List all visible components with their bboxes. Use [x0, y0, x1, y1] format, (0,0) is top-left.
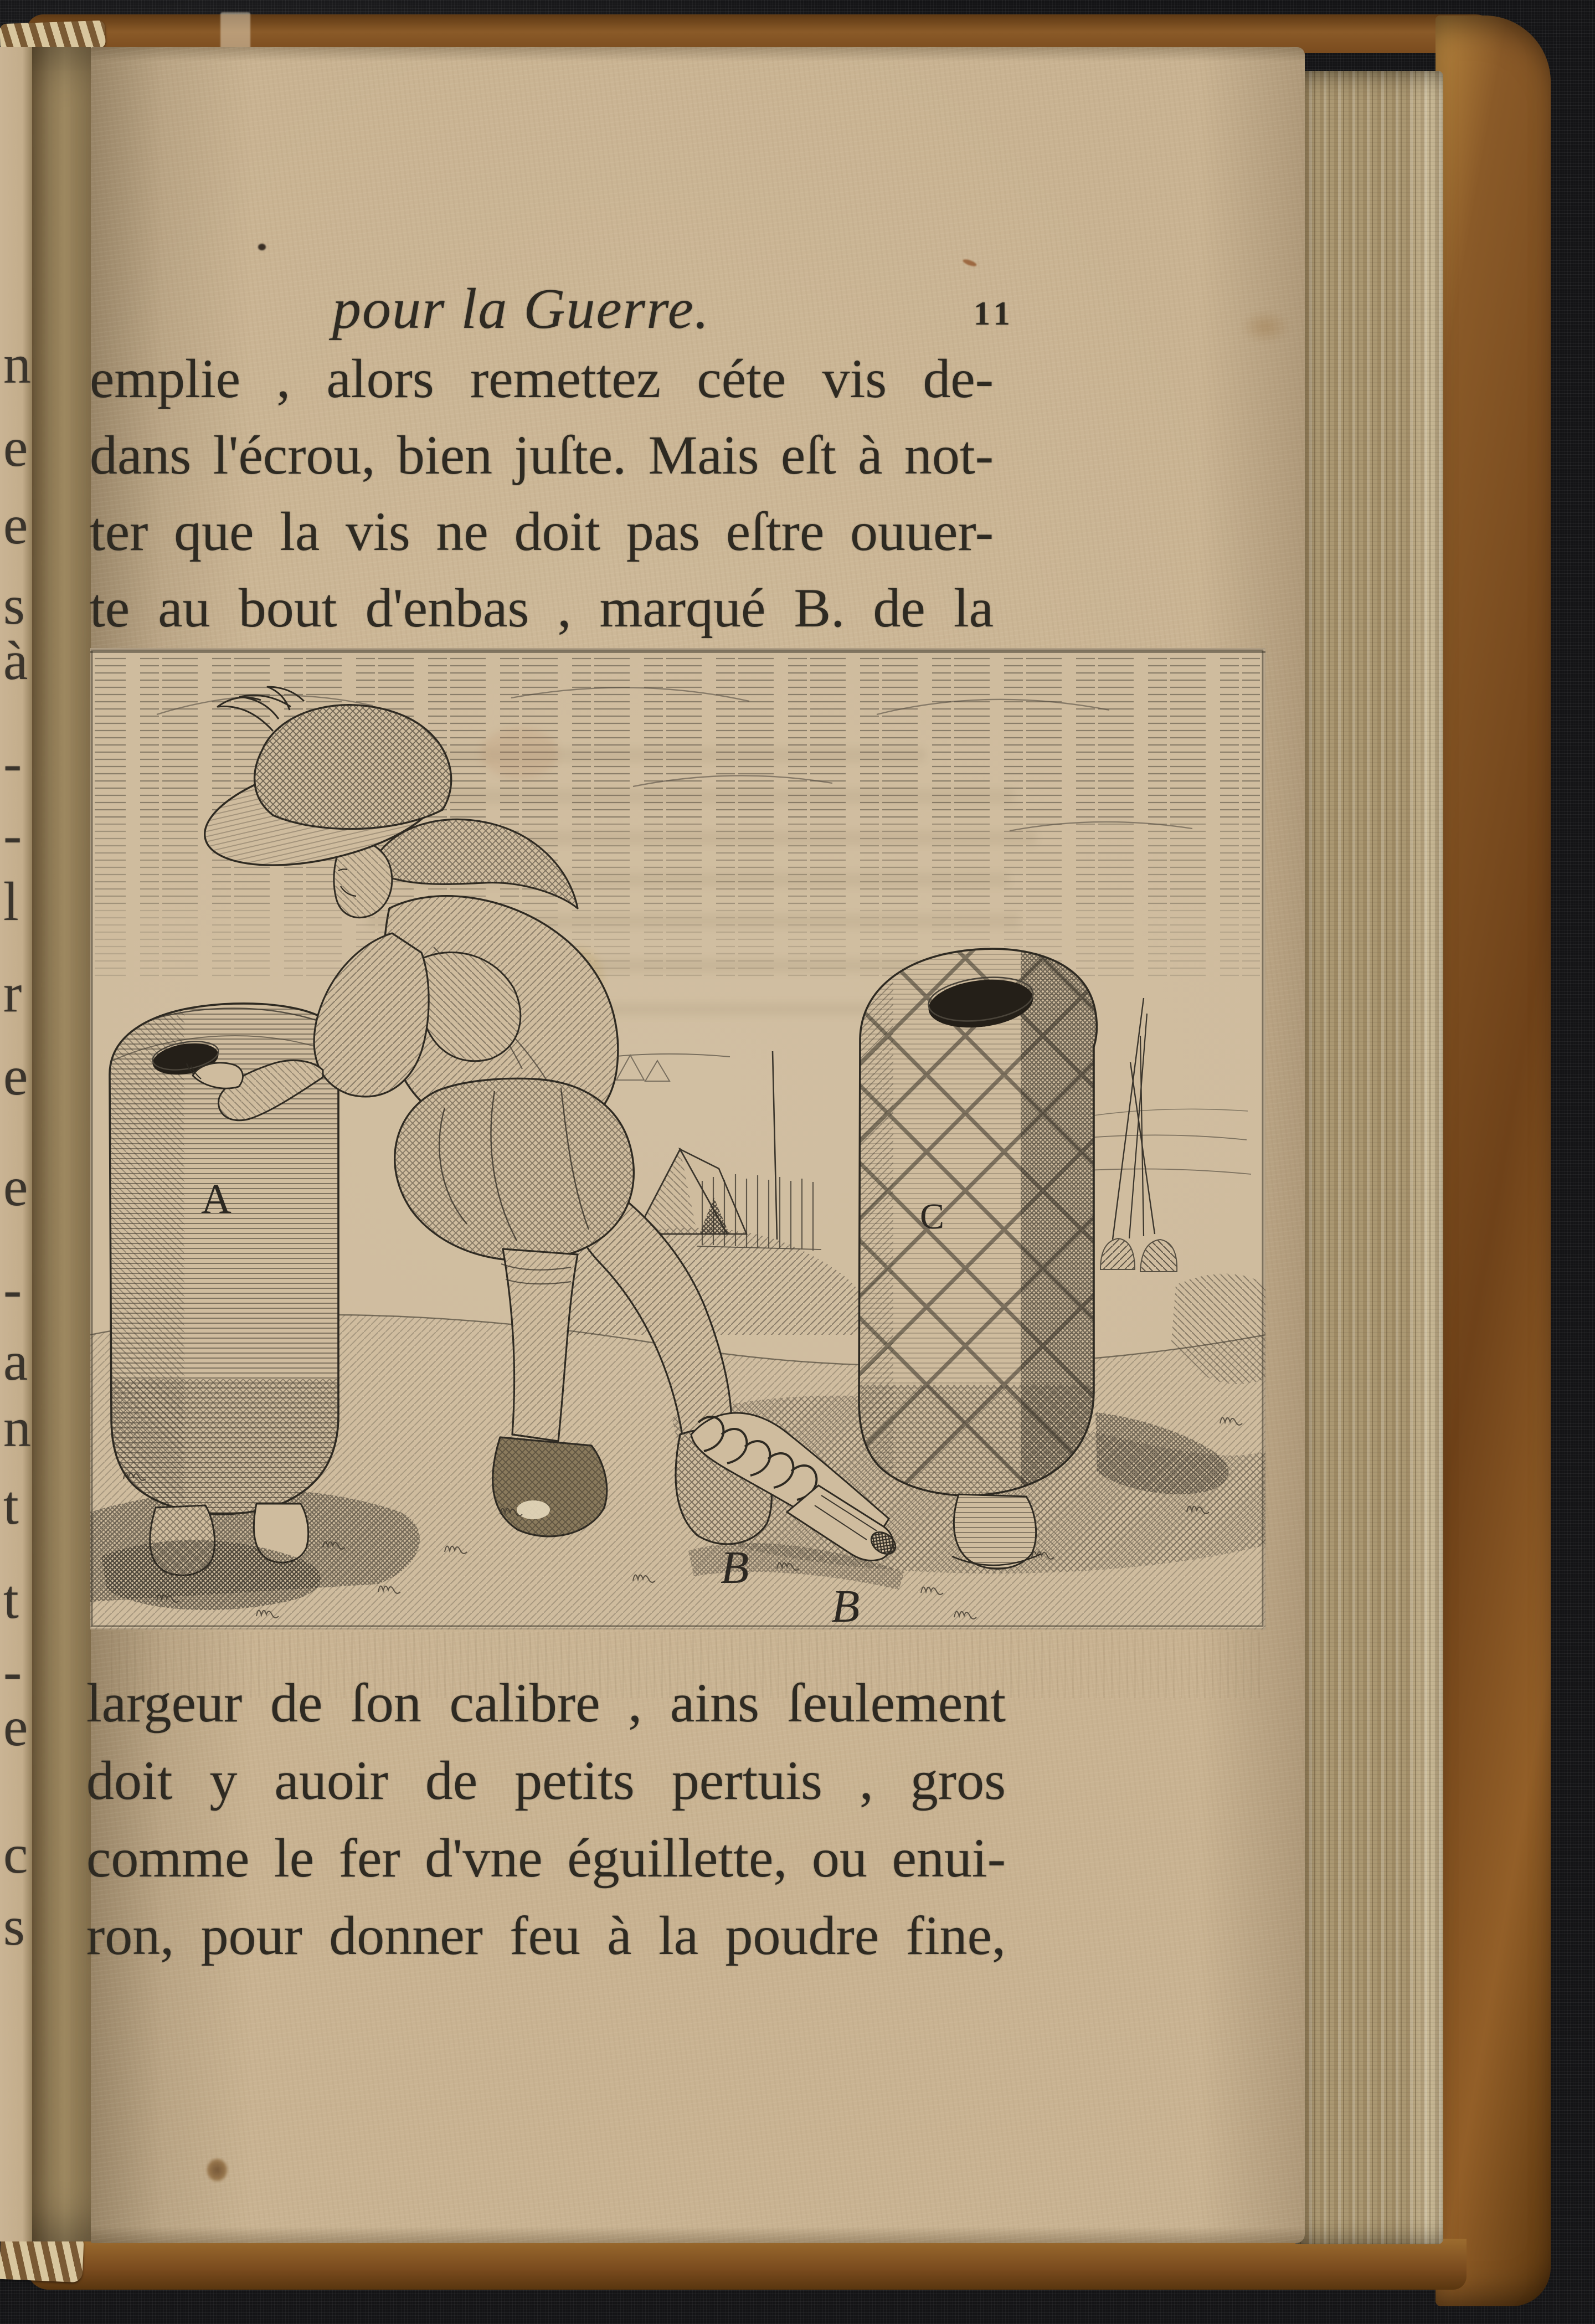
facing-page-letter: - [3, 804, 22, 866]
facing-page-letter: e [3, 1696, 28, 1757]
leather-cover-bottom-edge [27, 2239, 1467, 2290]
pale-stain [1241, 310, 1290, 343]
leather-cover-right-board [1436, 16, 1551, 2306]
label-c: C [920, 1196, 945, 1237]
paragraph-line: ron, pour donner feu à la poudre fine, [86, 1905, 1006, 1966]
label-b-left: B [721, 1542, 749, 1593]
label-a: A [201, 1176, 231, 1222]
foxing-spot [481, 728, 558, 779]
paragraph-line: ter que la vis ne doit pas eſtre ouuer- [90, 501, 994, 562]
paragraph-line: comme le fer d'vne éguillette, ou enui- [86, 1827, 1006, 1889]
facing-page-letter: e [3, 1045, 28, 1107]
facing-page-letter: e [3, 494, 28, 556]
shoe-highlight [517, 1500, 550, 1519]
paragraph-line: emplie , alors remettez céte vis de- [90, 348, 994, 409]
page-number: 11 [974, 295, 1015, 332]
paragraph-line: doit y auoir de petits pertuis , gros [86, 1750, 1006, 1811]
facing-page-letter: à [3, 630, 28, 691]
facing-page-letter: - [3, 1258, 22, 1320]
paragraph-bottom [86, 1664, 1006, 1975]
facing-page-letter: e [3, 1156, 28, 1217]
facing-page-letter: a [3, 1330, 28, 1392]
brown-stain [206, 2158, 228, 2182]
facing-page-letter: s [3, 1895, 25, 1957]
paragraph-line: largeur de ſon calibre , ains ſeulement [86, 1672, 1006, 1734]
distant-figures [1100, 1238, 1177, 1272]
facing-page-letter: l [3, 871, 19, 932]
facing-page-letter: t [3, 1474, 19, 1536]
facing-page-letter: r [3, 962, 22, 1024]
facing-page-letter: n [3, 333, 31, 395]
facing-page-letter: - [3, 1641, 22, 1702]
facing-page-letter: - [3, 732, 22, 794]
engraving-illustration [90, 648, 1265, 1629]
paragraph-top [90, 341, 994, 646]
page-block-fore-edge [1295, 71, 1443, 2244]
facing-page-letter: s [3, 574, 25, 636]
label-b-right: B [831, 1581, 860, 1629]
running-title: pour la Guerre. [332, 277, 710, 341]
facing-page-line-endings [0, 0, 32, 2324]
paragraph-line: te au bout d'enbas , marqué B. de la [90, 577, 994, 639]
ink-speck [258, 244, 266, 250]
facing-page-letter: c [3, 1823, 28, 1885]
paragraph-line: dans l'écrou, bien juſte. Mais eſt à not- [90, 424, 994, 486]
facing-page-letter: n [3, 1397, 31, 1458]
facing-page-letter: e [3, 417, 28, 478]
facing-page-letter: t [3, 1569, 19, 1630]
gutter-shadow [32, 47, 91, 2241]
